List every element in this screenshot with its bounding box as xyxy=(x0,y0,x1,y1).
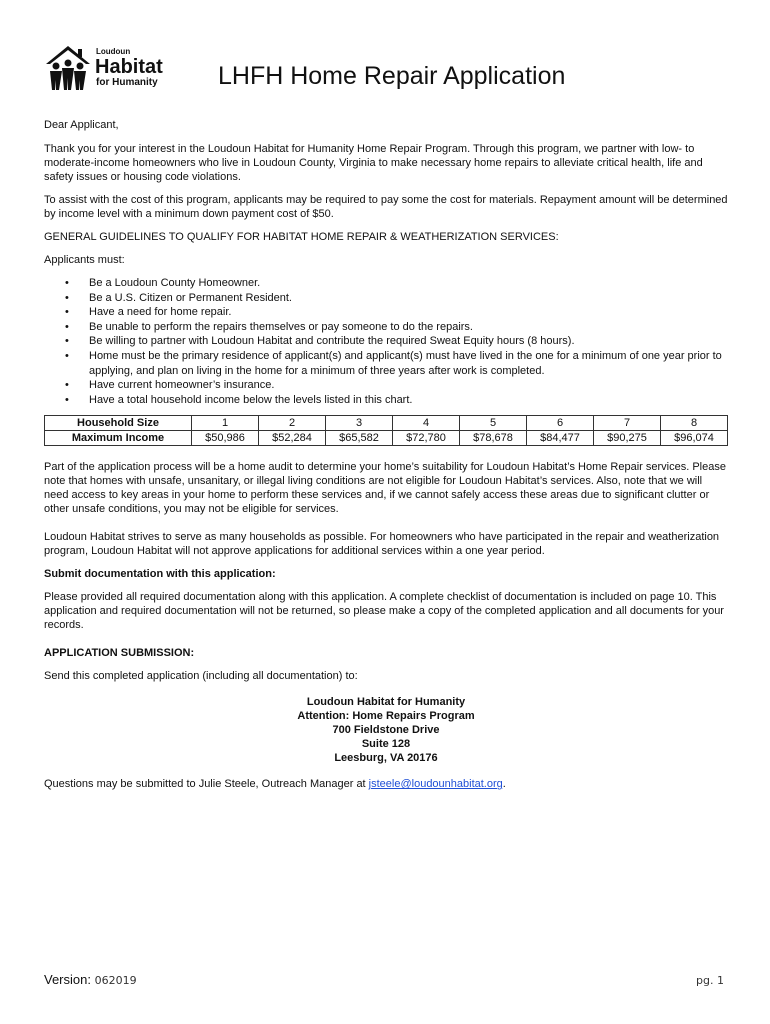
application-submission-heading: APPLICATION SUBMISSION: xyxy=(44,647,195,660)
habitat-logo xyxy=(44,44,174,92)
list-item: • Home must be the primary residence of applicant(s) and applicant(s) must have lived in the one for a minimum of one year prior to applying, and plan on living in the home for a minimum of three years after work is completed. xyxy=(89,349,728,378)
table-cell: $52,284 xyxy=(259,431,326,446)
questions-suffix: . xyxy=(502,778,506,791)
table-row xyxy=(45,431,728,446)
list-item: • Be unable to perform the repairs themselves or pay someone to do the repairs. xyxy=(89,320,728,335)
requirements-list xyxy=(44,276,728,407)
version-label: Version: xyxy=(44,972,91,987)
applicants-must-label: Applicants must: xyxy=(44,254,125,266)
list-item: • Be willing to partner with Loudoun Habitat and contribute the required Sweat Equity hours (8 hours). xyxy=(89,334,728,349)
list-item: • Be a Loudoun County Homeowner. xyxy=(89,276,728,291)
habitat-house-people-logo-icon xyxy=(44,44,174,92)
household-size-label: Household Size xyxy=(45,416,192,431)
table-cell: $96,074 xyxy=(661,431,728,446)
questions-paragraph xyxy=(44,777,728,791)
mailing-address xyxy=(44,695,728,765)
table-cell: 6 xyxy=(527,416,594,431)
table-row xyxy=(45,416,728,431)
table-cell: 3 xyxy=(326,416,393,431)
address-line: 700 Fieldstone Drive xyxy=(332,724,440,737)
list-item: • Have a total household income below the levels listed in this chart. xyxy=(89,393,728,408)
page-title: LHFH Home Repair Application xyxy=(218,62,566,90)
page-number: pg. 1 xyxy=(696,974,724,987)
table-cell: $50,986 xyxy=(192,431,259,446)
logo-main-text: Habitat xyxy=(95,56,163,78)
list-item: • Be a U.S. Citizen or Permanent Resident. xyxy=(89,291,728,306)
submit-documentation-paragraph: Please provided all required documentation along with this application. A complete checklist of documentation is included on page 10. This application and required documentation will not be returned, so please make a copy of the completed application and all documents for your records. xyxy=(44,591,724,632)
table-cell: 7 xyxy=(594,416,661,431)
address-line: Suite 128 xyxy=(361,738,411,751)
logo-sub-text: for Humanity xyxy=(96,77,158,88)
logo-top-text: Loudoun xyxy=(96,47,131,56)
table-cell: $84,477 xyxy=(527,431,594,446)
address-line: Loudoun Habitat for Humanity xyxy=(306,696,466,709)
list-item: • Have a need for home repair. xyxy=(89,305,728,320)
table-cell: 2 xyxy=(259,416,326,431)
address-line: Leesburg, VA 20176 xyxy=(334,752,438,765)
list-item: • Have current homeowner’s insurance. xyxy=(89,378,728,393)
address-line: Attention: Home Repairs Program xyxy=(297,710,475,723)
version-footer xyxy=(44,972,137,987)
table-cell: $90,275 xyxy=(594,431,661,446)
table-cell: 4 xyxy=(393,416,460,431)
version-number: 062019 xyxy=(94,974,137,987)
guidelines-heading: GENERAL GUIDELINES TO QUALIFY FOR HABITAT HOME REPAIR & WEATHERIZATION SERVICES: xyxy=(44,231,559,243)
letter-body xyxy=(44,118,728,800)
cost-paragraph: To assist with the cost of this program, applicants may be required to pay some the cost for materials. Repayment amount will be determined by income level with a minimum down payment cost of $50. xyxy=(44,194,728,220)
table-cell: $78,678 xyxy=(460,431,527,446)
send-instructions: Send this completed application (including all documentation) to: xyxy=(44,670,358,683)
table-cell: 1 xyxy=(192,416,259,431)
serve-paragraph: Loudoun Habitat strives to serve as many households as possible. For homeowners who have participated in the repair and weatherization program, Loudoun Habitat will not approve applications for additional services within a one year period. xyxy=(44,531,720,558)
questions-text: Questions may be submitted to Julie Steele, Outreach Manager at xyxy=(44,778,369,791)
table-cell: 8 xyxy=(661,416,728,431)
intro-paragraph: Thank you for your interest in the Loudoun Habitat for Humanity Home Repair Program. Through this program, we partner with low- to moderate-income homeowners who live in Loudoun County, Virginia to make necessary home repairs to alleviate critical health, life and safety issues or housing code violations. xyxy=(44,143,703,183)
audit-paragraph: Part of the application process will be a home audit to determine your home’s suitability for Loudoun Habitat’s Home Repair services. Please note that homes with unsafe, unsanitary, or illegal living conditions are not eligible for Loudoun Habitat’s services. Also, note that we will need access to key areas in your home to perform these services and, if we cannot safely access these areas due to significant clutter or other unsafe conditions, you may not be eligible for services. xyxy=(44,461,726,516)
maximum-income-label: Maximum Income xyxy=(45,431,192,446)
submit-documentation-heading: Submit documentation with this application: xyxy=(44,568,276,581)
email-link[interactable]: jsteele@loudounhabitat.org xyxy=(368,778,503,791)
table-cell: $65,582 xyxy=(326,431,393,446)
salutation: Dear Applicant, xyxy=(44,119,119,131)
table-cell: 5 xyxy=(460,416,527,431)
table-cell: $72,780 xyxy=(393,431,460,446)
income-table xyxy=(44,415,728,446)
